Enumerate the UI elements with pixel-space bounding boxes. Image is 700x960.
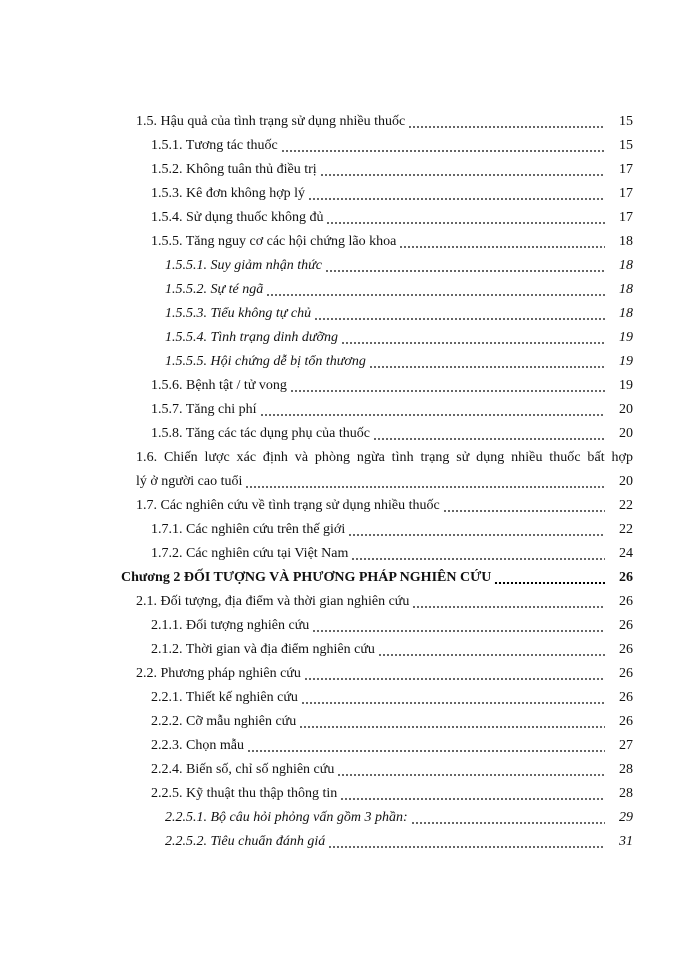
toc-entry[interactable]: [151, 160, 633, 180]
dot-leader: [314, 306, 605, 320]
toc-entry-page: 31: [619, 834, 633, 849]
toc-entry[interactable]: [151, 736, 633, 756]
toc-entry-page: 15: [619, 114, 633, 129]
dot-leader: [373, 426, 605, 440]
toc-entry[interactable]: [165, 832, 633, 852]
toc-entry[interactable]: [151, 184, 633, 204]
toc-entry[interactable]: [151, 640, 633, 660]
toc-entry-title: 2.2.3. Chọn mẫu: [151, 738, 244, 753]
toc-entry-page: 26: [619, 690, 633, 705]
toc-entry[interactable]: [151, 784, 633, 804]
toc-entry-title: 1.5.4. Sử dụng thuốc không đủ: [151, 210, 324, 225]
toc-entry-page: 19: [619, 330, 633, 345]
dot-leader: [443, 498, 605, 512]
dot-leader: [301, 690, 605, 704]
toc-entry-title: 2.2. Phương pháp nghiên cứu: [136, 666, 301, 681]
toc-entry-page: 29: [619, 810, 633, 825]
toc-entry[interactable]: [151, 376, 633, 396]
toc-entry[interactable]: [165, 304, 633, 324]
toc-entry-title: 2.1.1. Đối tượng nghiên cứu: [151, 618, 310, 633]
toc-entry-title-line2: lý ở người cao tuổi: [136, 474, 243, 489]
toc-entry-title: 1.5.5.4. Tình trạng dinh dưỡng: [165, 330, 339, 345]
dot-leader: [247, 738, 605, 752]
dot-leader: [281, 138, 605, 152]
toc-entry-title: 1.5.8. Tăng các tác dụng phụ của thuốc: [151, 426, 371, 441]
toc-entry-title: 1.5.7. Tăng chi phí: [151, 402, 257, 417]
dot-leader: [299, 714, 605, 728]
toc-entry-page: 18: [619, 258, 633, 273]
toc-entry-title: 1.7.1. Các nghiên cứu trên thế giới: [151, 522, 346, 537]
dot-leader: [348, 522, 605, 536]
toc-entry[interactable]: [136, 664, 633, 684]
toc-entry-page: 18: [619, 306, 633, 321]
toc-entry-page: 26: [619, 618, 633, 633]
toc-entry-page: 20: [619, 402, 633, 417]
dot-leader: [312, 618, 605, 632]
dot-leader: [304, 666, 605, 680]
toc-entry-title: 2.2.5.2. Tiêu chuẩn đánh giá: [165, 834, 326, 849]
toc-entry-title: 2.2.2. Cỡ mẫu nghiên cứu: [151, 714, 297, 729]
toc-entry-page: 19: [619, 378, 633, 393]
toc-entry-title: 1.5.1. Tương tác thuốc: [151, 138, 278, 153]
dot-leader: [326, 210, 605, 224]
dot-leader: [266, 282, 605, 296]
toc-entry[interactable]: [151, 760, 633, 780]
toc-entry-title: 1.7.2. Các nghiên cứu tại Việt Nam: [151, 546, 349, 561]
dot-leader: [328, 834, 605, 848]
toc-entry-title: 2.1.2. Thời gian và địa điểm nghiên cứu: [151, 642, 375, 657]
toc-entry[interactable]: [151, 208, 633, 228]
toc-entry[interactable]: [136, 112, 633, 132]
toc-chapter-entry[interactable]: [121, 568, 633, 588]
dot-leader: [494, 570, 605, 584]
toc-entry-title: 2.1. Đối tượng, địa điểm và thời gian nghiên cứu: [136, 594, 410, 609]
toc-entry-title: 2.2.1. Thiết kế nghiên cứu: [151, 690, 298, 705]
toc-entry-page: 26: [619, 570, 633, 585]
toc-entry[interactable]: [165, 352, 633, 372]
toc-entry-title: 1.5.6. Bệnh tật / tử vong: [151, 378, 287, 393]
toc-entry-page: 18: [619, 282, 633, 297]
toc-entry-title: 1.5.2. Không tuân thủ điều trị: [151, 162, 317, 177]
toc-entry-title: 1.5.5.1. Suy giảm nhận thức: [165, 258, 322, 273]
dot-leader: [399, 234, 605, 248]
toc-entry-title: 2.2.4. Biến số, chỉ số nghiên cứu: [151, 762, 335, 777]
dot-leader: [351, 546, 605, 560]
toc-entry-page: 17: [619, 186, 633, 201]
toc-entry[interactable]: [151, 712, 633, 732]
toc-entry-continuation[interactable]: [136, 472, 633, 492]
toc-entry-title: Chương 2 ĐỐI TƯỢNG VÀ PHƯƠNG PHÁP NGHIÊN CỨU: [121, 570, 492, 585]
toc-entry-page: 15: [619, 138, 633, 153]
dot-leader: [337, 762, 605, 776]
toc-entry-page: 27: [619, 738, 633, 753]
dot-leader: [408, 114, 605, 128]
dot-leader: [245, 474, 605, 488]
toc-entry[interactable]: [165, 808, 633, 828]
dot-leader: [320, 162, 605, 176]
toc-entry-title: 1.5.5.5. Hội chứng dễ bị tổn thương: [165, 354, 366, 369]
dot-leader: [260, 402, 605, 416]
toc-entry-page: 20: [619, 426, 633, 441]
toc-entry-page: 26: [619, 642, 633, 657]
toc-entry-title: 1.5. Hậu quả của tình trạng sử dụng nhiều thuốc: [136, 114, 406, 129]
toc-entry-page: 26: [619, 714, 633, 729]
toc-entry[interactable]: [151, 136, 633, 156]
toc-entry[interactable]: [151, 544, 633, 564]
toc-entry-page: 26: [619, 594, 633, 609]
toc-entry-title: 1.7. Các nghiên cứu về tình trạng sử dụng nhiều thuốc: [136, 498, 440, 513]
toc-entry[interactable]: [165, 256, 633, 276]
dot-leader: [341, 330, 605, 344]
toc-entry-page: 19: [619, 354, 633, 369]
toc-entry-page: 18: [619, 234, 633, 249]
toc-entry[interactable]: [165, 280, 633, 300]
dot-leader: [325, 258, 605, 272]
toc-entry-page: 28: [619, 762, 633, 777]
toc-entry-page: 17: [619, 162, 633, 177]
toc-entry-page: 28: [619, 786, 633, 801]
toc-entry[interactable]: [151, 400, 633, 420]
toc-entry-page: 20: [619, 474, 633, 489]
toc-entry-title: 1.5.5.3. Tiểu không tự chủ: [165, 306, 312, 321]
dot-leader: [340, 786, 605, 800]
toc-entry[interactable]: [151, 688, 633, 708]
toc-entry[interactable]: [136, 592, 633, 612]
toc-entry[interactable]: [151, 616, 633, 636]
dot-leader: [308, 186, 605, 200]
toc-entry[interactable]: [151, 232, 633, 252]
toc-entry-title: 1.5.5. Tăng nguy cơ các hội chứng lão khoa: [151, 234, 397, 249]
toc-entry-title: 1.5.5.2. Sự té ngã: [165, 282, 264, 297]
toc-entry-page: 22: [619, 522, 633, 537]
toc-entry[interactable]: [136, 496, 633, 516]
toc-entry-page: 17: [619, 210, 633, 225]
toc-entry-page: 22: [619, 498, 633, 513]
dot-leader: [378, 642, 605, 656]
dot-leader: [411, 810, 605, 824]
dot-leader: [412, 594, 605, 608]
toc-entry[interactable]: [151, 424, 633, 444]
toc-entry[interactable]: [151, 520, 633, 540]
dot-leader: [290, 378, 605, 392]
toc-entry-page: 24: [619, 546, 633, 561]
toc-entry-title: 2.2.5.1. Bộ câu hỏi phỏng vấn gồm 3 phần:: [165, 810, 408, 825]
toc-entry-title-line1: 1.6. Chiến lược xác định và phòng ngừa tình trạng sử dụng nhiều thuốc bất hợp: [136, 450, 633, 465]
toc-entry-title: 2.2.5. Kỹ thuật thu thập thông tin: [151, 786, 338, 801]
toc-entry-title: 1.5.3. Kê đơn không hợp lý: [151, 186, 306, 201]
toc-entry-multiline[interactable]: [136, 446, 633, 470]
toc-entry[interactable]: [165, 328, 633, 348]
dot-leader: [369, 354, 605, 368]
toc-entry-page: 26: [619, 666, 633, 681]
